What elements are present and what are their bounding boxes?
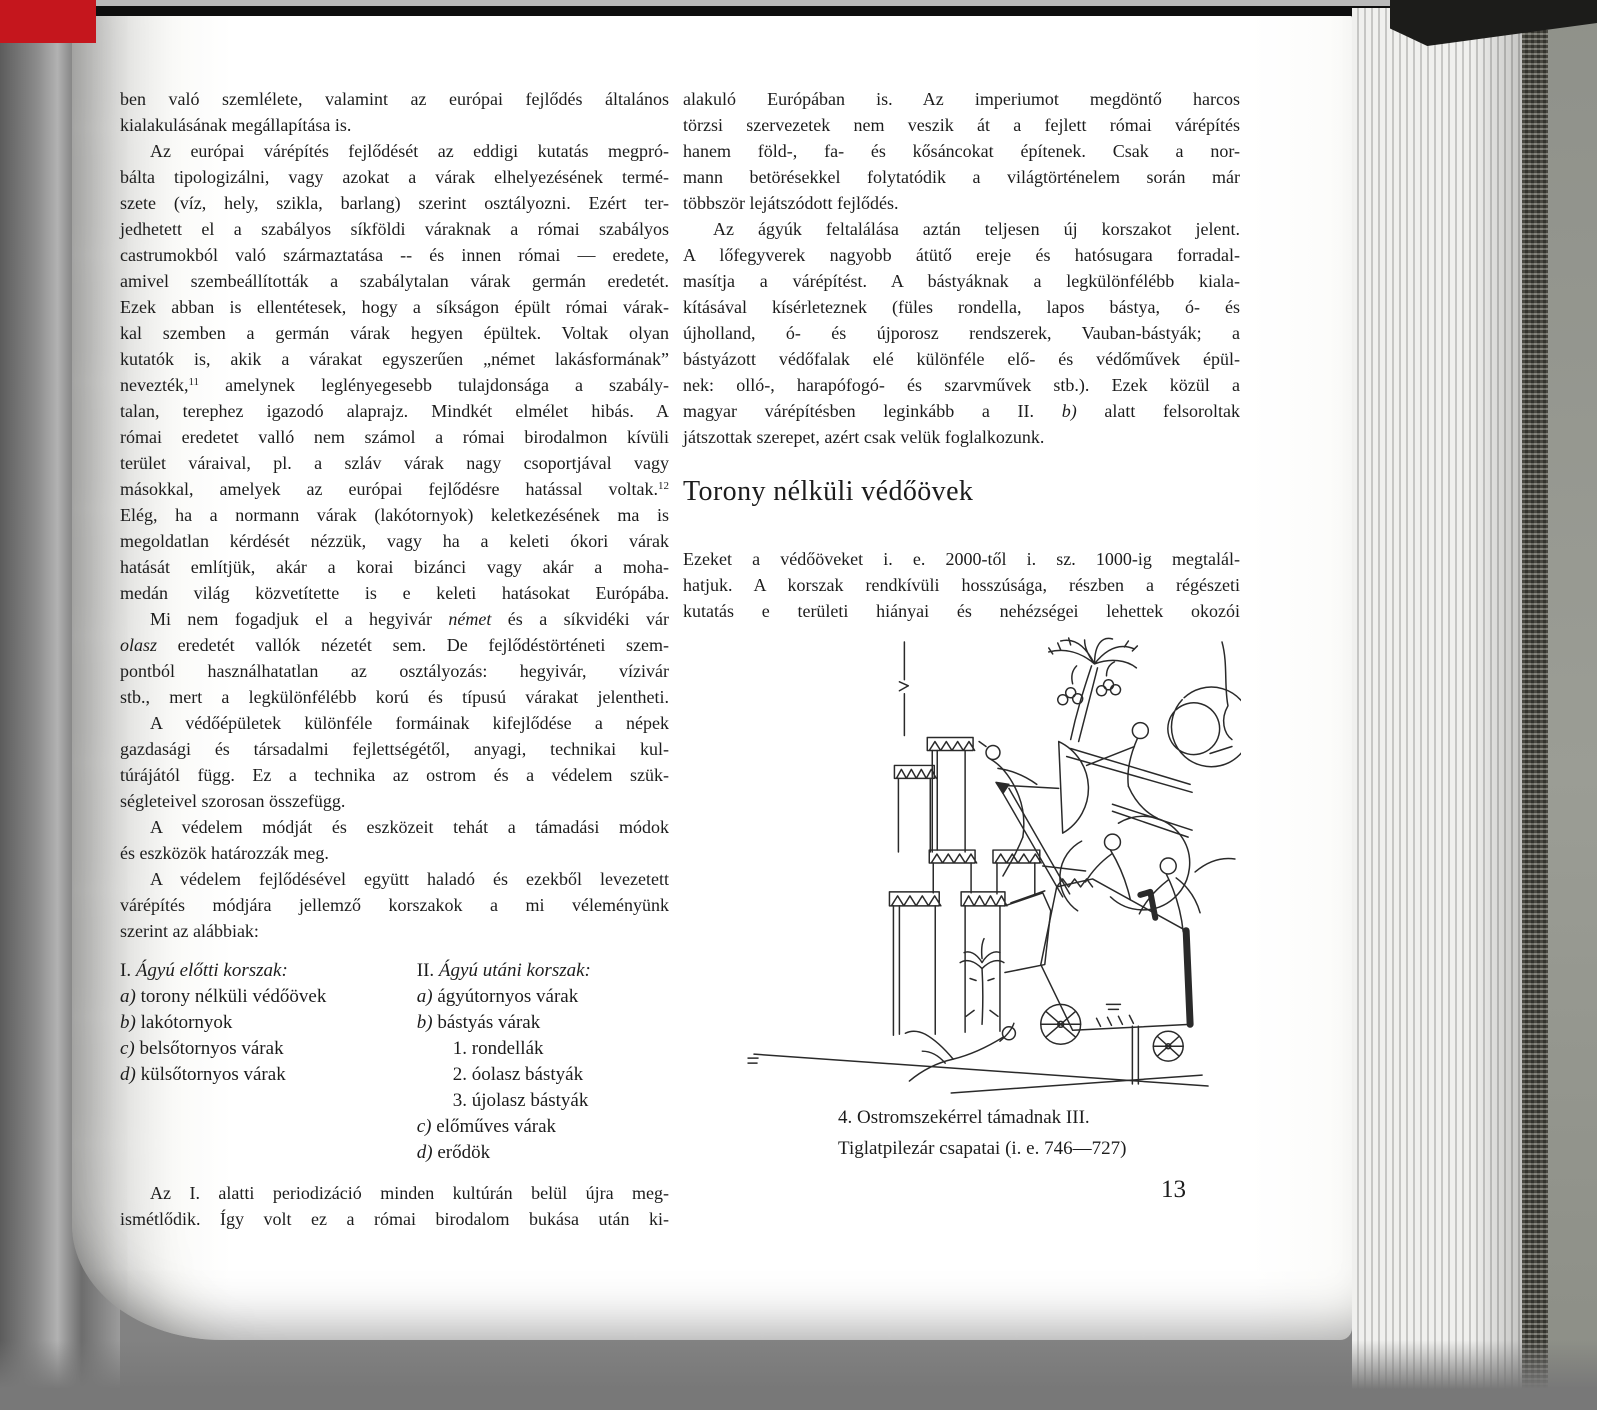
paragraph <box>120 1180 669 1232</box>
list-row: d) erődök <box>416 1142 491 1163</box>
text-line: ségleteivel szorosan összefügg. <box>120 791 346 811</box>
left-text-column <box>120 86 669 1232</box>
list-row: c) előműves várak <box>416 1116 557 1137</box>
figure-caption-line2: Tiglatpilezár csapatai (i. e. 746—727) <box>838 1138 1127 1159</box>
text-line: és eszközök határozzák meg. <box>120 843 329 863</box>
text-line: római eredetet valló nem számol a római birodalmon kívüli <box>120 427 669 447</box>
figure-caption <box>838 1102 1240 1164</box>
list-row: I. Ágyú előtti korszak: <box>120 960 288 981</box>
figure-caption-line1: 4. Ostromszekérrel támadnak III. <box>838 1107 1090 1128</box>
text-line: amivel szembeállították a szabálytalan várak germán eredetét. <box>120 271 669 291</box>
text-line: törzsi szervezetek nem veszik át a fejlett római várépítés <box>683 115 1240 135</box>
text-line: kításával kísérleteznek (füles rondella, lapos bástya, ó- és <box>683 297 1240 317</box>
siege-illustration <box>741 636 1241 1094</box>
scanner-background-right <box>1548 0 1597 1410</box>
text-line: stb., mert a legkülönfélébb korú és típusú várakat jelentheti. <box>120 687 669 707</box>
text-line: nevezték,$^{11}$ amelynek leglényegesebb tulajdonsága a szabály- <box>120 375 669 395</box>
red-corner-tab <box>0 0 96 43</box>
text-line: kutatók is, akik a várakat egyszerűen „német lakásformának” <box>120 349 669 369</box>
list-row: d) külsőtornyos várak <box>120 1064 286 1085</box>
paragraph <box>683 86 1240 216</box>
paragraph <box>120 866 669 944</box>
list-row: b) bástyás várak <box>416 1012 541 1033</box>
book-cover-edge <box>1522 0 1548 1410</box>
text-line: Ezeket a védőöveket i. e. 2000-től i. sz. 1000-ig megtalál- <box>683 549 1240 569</box>
text-line: megoldatlan kérdését nézzük, vagy ha a keleti ókori várak <box>120 531 669 551</box>
text-line: másokkal, amelyek az európai fejlődésre hatással voltak.$^{12}$ <box>120 479 669 499</box>
text-line: A védőépületek különféle formáinak kifejlődése a népek <box>150 713 669 733</box>
left-column-closing-paragraph <box>120 1180 669 1232</box>
text-line: Mi nem fogadjuk el a hegyivár német és a síkvidéki vár <box>150 609 669 629</box>
text-line: gazdasági és társadalmi fejlettségétől, anyagi, technikai kul- <box>120 739 669 759</box>
fore-edge-shadow <box>1352 8 1522 1410</box>
text-line: szerint az alábbiak: <box>120 921 259 941</box>
paragraph <box>120 710 669 814</box>
paragraph <box>120 814 669 866</box>
left-column-paragraphs <box>120 86 669 944</box>
text-line: többször lejátszódott fejlődés. <box>683 193 899 213</box>
text-line: szete (víz, hely, szikla, barlang) szerint osztályozni. Ezért ter- <box>120 193 669 213</box>
text-line: ismétlődik. Így volt ez a római birodalom bukása után ki- <box>120 1209 669 1229</box>
paragraph <box>120 138 669 606</box>
paragraph <box>120 606 669 710</box>
text-line: kialakulásának megállapítása is. <box>120 115 352 135</box>
list-row: a) torony nélküli védőövek <box>120 986 327 1007</box>
list-row: 2. óolasz bástyák <box>452 1064 584 1085</box>
text-line: hatását említjük, akár a korai bizánci vagy akár a moha- <box>120 557 669 577</box>
text-line: terület váraival, pl. a szláv várak nagy csoportjával vagy <box>120 453 669 473</box>
periodization-list-after-cannon <box>417 958 669 1166</box>
text-line: talan, terephez igazodó alaprajz. Mindkét elmélet hibás. A <box>120 401 669 421</box>
text-line: újholland, ó- és újporosz rendszerek, Vauban-bástyák; a <box>683 323 1240 343</box>
text-line: Ezek abban is ellentétesek, hogy a síkságon épült római várak- <box>120 297 669 317</box>
section-intro-paragraph <box>683 546 1240 624</box>
text-line: kal szemben a germán várak hegyen épültek. Voltak olyan <box>120 323 669 343</box>
text-line: hatjuk. A korszak rendkívüli hosszúsága, részben a régészeti <box>683 575 1240 595</box>
page-number: 13 <box>1161 1176 1186 1203</box>
text-line: A védelem módját és eszközeit tehát a támadási módok <box>150 817 669 837</box>
paragraph <box>120 86 669 138</box>
list-row: c) belsőtornyos várak <box>120 1038 284 1059</box>
text-line: medán világ közvetítette is e keleti hatásokat Európába. <box>120 583 669 603</box>
text-line: A védelem fejlődésével együtt haladó és ezekből levezetett <box>150 869 669 889</box>
scanner-background-bottom <box>0 1340 1597 1410</box>
text-line: ben való szemlélete, valamint az európai fejlődés általános <box>120 89 669 109</box>
right-column-paragraphs <box>683 86 1240 450</box>
periodization-list <box>120 958 669 1166</box>
text-line: Az ágyúk feltalálása aztán teljesen új korszakot jelent. <box>713 219 1240 239</box>
text-line: nek: olló-, harapófogó- és szarvművek stb.). Ezek közül a <box>683 375 1240 395</box>
text-line: Az I. alatti periodizáció minden kultúrán belül újra meg- <box>150 1183 669 1203</box>
text-line: jedhetett el a szabályos síkföldi váraknak a római szabályos <box>120 219 669 239</box>
text-line: mann betörésekkel folytatódik a világtörténelem során már <box>683 167 1240 187</box>
text-line: bálta tipologizálni, vagy azokat a várak elhelyezésének termé- <box>120 167 669 187</box>
text-line: várépítés módjára jellemző korszakok a mi véleményünk <box>120 895 669 915</box>
list-row: b) lakótornyok <box>120 1012 233 1033</box>
text-line: magyar várépítésben leginkább a II. b) alatt felsoroltak <box>683 401 1241 421</box>
text-line: castrumokból való származtatása -- és innen római — eredete, <box>120 245 669 265</box>
text-line: olasz eredetét vallók nézetét sem. De fejlődéstörténeti szem- <box>120 635 669 655</box>
text-line: kutatás e területi hiányai és nehézségei lehettek okozói <box>683 601 1240 621</box>
section-heading: Torony nélküli védőövek <box>683 476 974 507</box>
list-row: a) ágyútornyos várak <box>416 986 579 1007</box>
paragraph <box>683 216 1240 450</box>
text-line: Elég, ha a normann várak (lakótornyok) keletkezésének ma is <box>120 505 669 525</box>
text-line: bástyázott védőfalak elé különféle elő- és védőművek épül- <box>683 349 1240 369</box>
siege-illustration-drawing <box>741 636 1241 1094</box>
list-row: 1. rondellák <box>452 1038 544 1059</box>
text-line: masítja a várépítést. A bástyáknak a legkülönfélébb kiala- <box>683 271 1240 291</box>
paragraph <box>683 546 1240 624</box>
periodization-list-before-cannon <box>120 958 417 1166</box>
text-line: játszottak szerepet, azért csak velük foglalkozunk. <box>683 427 1045 447</box>
text-line: túrájától függ. Ez a technika az ostrom és a védelem szük- <box>120 765 669 785</box>
text-line: pontból használhatatlan az osztályozás: hegyivár, vízivár <box>120 661 669 681</box>
text-line: Az európai várépítés fejlődését az eddigi kutatás megpró- <box>150 141 669 161</box>
right-text-column <box>683 86 1240 1204</box>
list-row: 3. újolasz bástyák <box>452 1090 589 1111</box>
text-line: alakuló Európában is. Az imperiumot megdöntő harcos <box>683 89 1240 109</box>
text-line: A lőfegyverek nagyobb átütő ereje és hatósugara forradal- <box>683 245 1240 265</box>
list-row: II. Ágyú utáni korszak: <box>416 960 591 981</box>
text-line: hanem föld-, fa- és kősáncokat építenek. Csak a nor- <box>683 141 1240 161</box>
